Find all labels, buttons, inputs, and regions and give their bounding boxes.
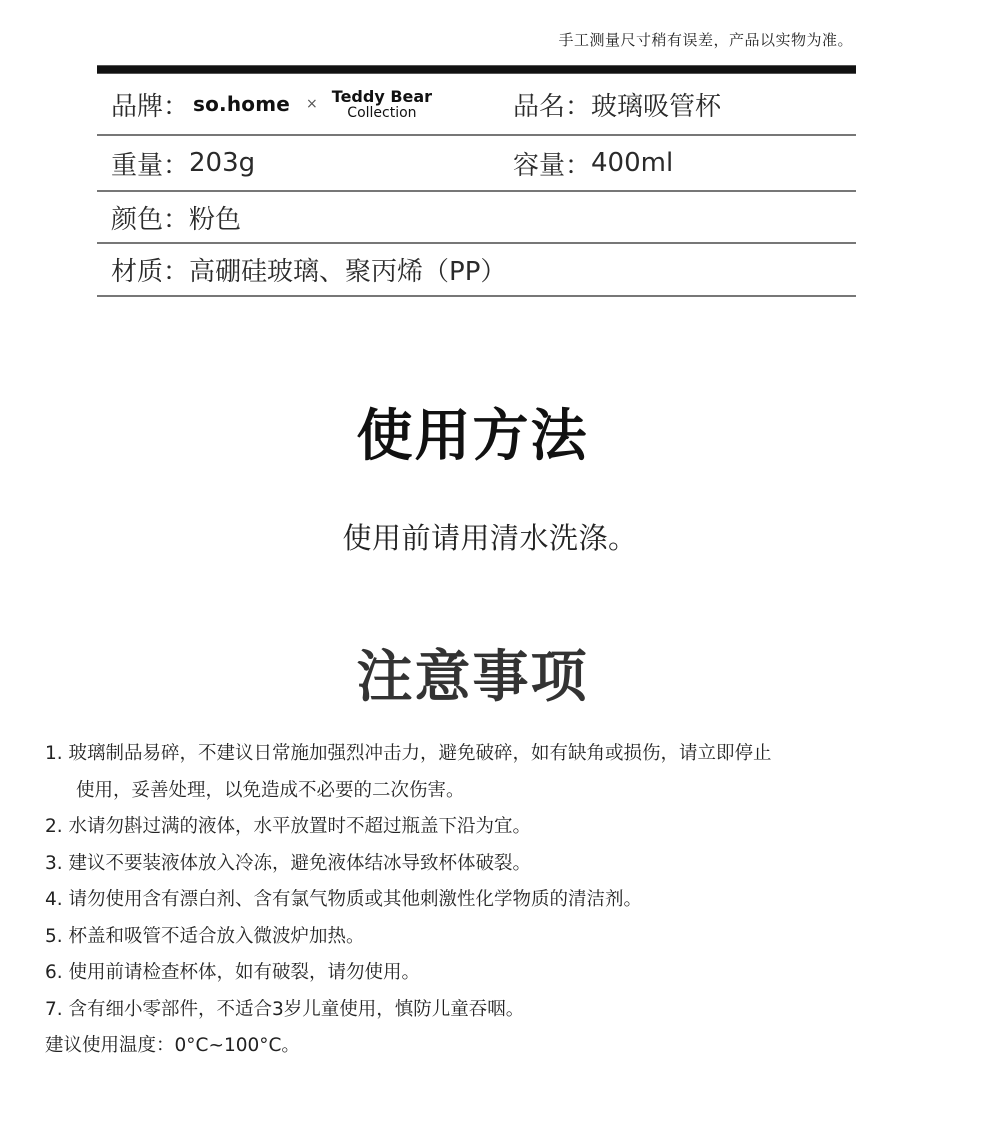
teddy-bear-logo-title: Teddy Bear	[331, 86, 433, 106]
notes-list	[45, 736, 945, 1065]
product-name-label: 品名：	[513, 91, 592, 122]
note-item-3: 3. 建议不要装液体放入冷冻，避免液体结冰导致杯体破裂。	[45, 852, 532, 874]
brand-label: 品牌：	[111, 91, 190, 122]
product-name-value: 玻璃吸管杯	[591, 91, 722, 122]
color-label: 颜色：	[111, 204, 190, 235]
teddy-bear-logo-subtitle: Collection	[347, 104, 417, 121]
note-item-4: 4. 请勿使用含有漂白剂、含有氯气物质或其他刺激性化学物质的清洁剂。	[45, 889, 643, 910]
weight-value: 203g	[189, 148, 256, 178]
collab-separator: ×	[306, 96, 318, 112]
note-item-5: 5. 杯盖和吸管不适合放入微波炉加热。	[45, 925, 365, 947]
spec-row-material	[97, 244, 856, 297]
top-divider-bar	[97, 65, 856, 74]
material-value: 高硼硅玻璃、聚丙烯（PP）	[189, 257, 507, 287]
capacity-value: 400ml	[591, 148, 674, 178]
spec-row-brand-name	[97, 74, 856, 136]
spec-row-color	[97, 192, 856, 244]
measurement-disclaimer: 手工测量尺寸稍有误差，产品以实物为准。	[558, 31, 853, 49]
note-item-6: 6. 使用前请检查杯体，如有破裂，请勿使用。	[45, 962, 421, 983]
temperature-recommendation: 建议使用温度：0°C~100°C。	[45, 1035, 300, 1056]
usage-instruction: 使用前请用清水洗涤。	[342, 521, 638, 555]
material-label: 材质：	[111, 257, 190, 287]
note-item-1-continuation: 使用，妥善处理，以免造成不必要的二次伤害。	[76, 779, 465, 801]
sohome-logo: so.home	[193, 92, 291, 116]
usage-section-title: 使用方法	[356, 404, 589, 469]
note-item-2: 2. 水请勿斟过满的液体，水平放置时不超过瓶盖下沿为宜。	[45, 816, 532, 837]
material-cell	[111, 251, 506, 288]
color-cell	[111, 199, 241, 236]
capacity-cell	[513, 145, 673, 182]
brand-cell	[111, 86, 513, 123]
product-name-cell	[513, 86, 721, 123]
spec-table	[97, 65, 856, 297]
color-value: 粉色	[189, 204, 242, 235]
capacity-label: 容量：	[513, 150, 592, 181]
spec-row-weight-capacity	[97, 136, 856, 192]
note-item-7: 7. 含有细小零部件，不适合3岁儿童使用，慎防儿童吞咽。	[45, 998, 525, 1020]
teddy-bear-logo	[331, 86, 433, 121]
weight-cell	[111, 145, 513, 182]
notes-section-title: 注意事项	[356, 645, 589, 710]
note-item-1: 1. 玻璃制品易碎，不建议日常施加强烈冲击力，避免破碎，如有缺角或损伤，请立即停止	[45, 743, 772, 764]
weight-label: 重量：	[111, 150, 190, 181]
